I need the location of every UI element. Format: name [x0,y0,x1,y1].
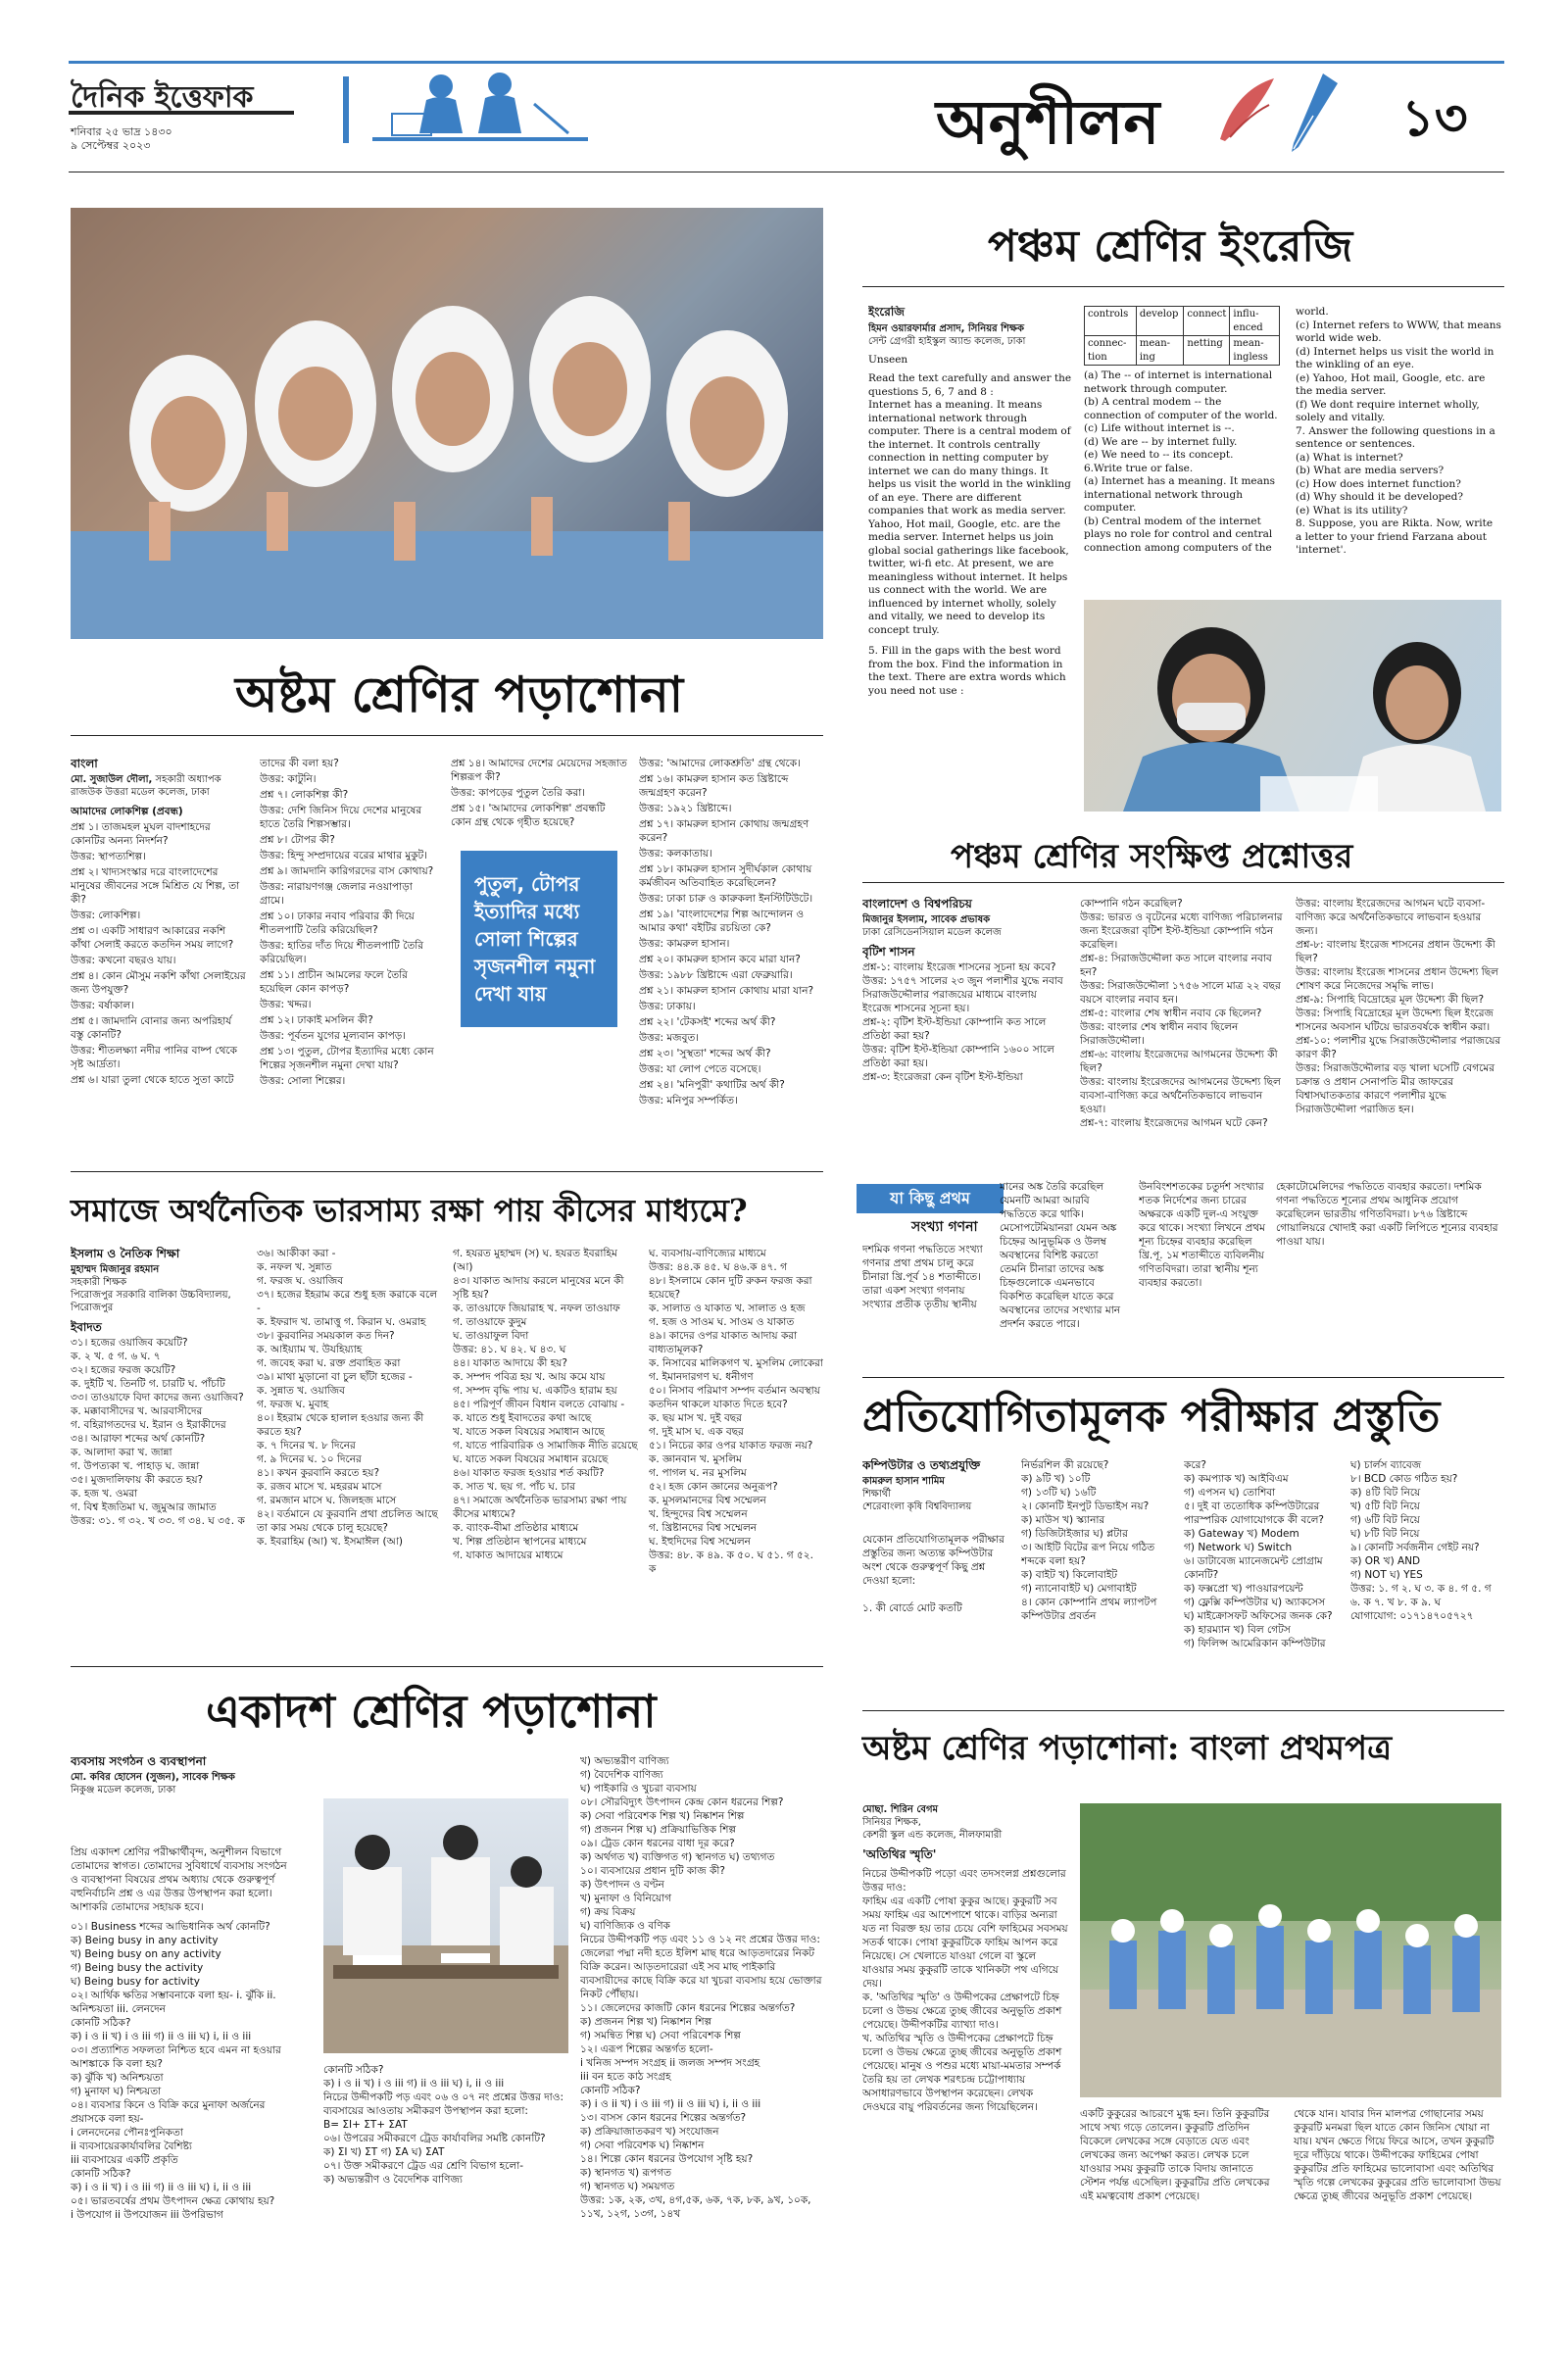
class5-short-column-1: বাংলাদেশ ও বিশ্বপরিচয় মিজানুর ইসলাম, সাবেক প্রভাষক ঢাকা রেসিডেনসিয়াল মডেল কলেজ বৃটিশ শাসন প্রশ্ন-১: বাংলায় ইংরেজ শাসনের সূচনা হয় কবে? উত্তর: ১৭৫৭ সালের ২৩ জুন পলাশীর যুদ্ধে নবাব সিরাজউদ্দৌলার পরাজয়ের মাধ্যমে বাংলায় ইংরেজ শাসনের সূচনা হয়। প্রশ্ন-২: বৃটিশ ইস্ট-ইন্ডিয়া কোম্পানি কত সালে প্রতিষ্ঠা করা হয়? উত্তর: বৃটিশ ইস্ট-ইন্ডিয়া কোম্পানি ১৬০০ সালে প্রতিষ্ঠা করা হয়। প্রশ্ন-৩: ইংরেজরা কেন বৃটিশ ইস্ট-ইন্ডিয়া [862,897,1063,1083]
qa-line: উত্তর: হিন্দু সম্প্রদায়ের বরের মাথার মুকুট। [260,850,427,861]
english-column-1: ইংরেজি হিমন ওয়ারফার্মার প্রসাদ, সিনিয়র শিক্ষক সেন্ট গ্রেগরী হাইস্কুল অ্যান্ড কলেজ, ঢাকা Unseen Read the text carefully and answer the questions 5, 6, 7 and 8 : Internet has a meaning. It means international network through computer. There is a central modem of the internet. It controls centrally connection in netting computer by internet we can do many things. It helps us visit the world in the winkling of an eye. There are different companies that work as media server. Yahoo, Hot mail, Google, etc. are the media server. Internet helps us join global social gatherings like facebook, twitter, wi-fi etc. At present, we are meaningless without internet. It helps us connect with the world. We are influenced by internet wholly, solely and vitally, we need to develop its concept truly. 5. Fill in the gaps with the best word from the box. Find the information in the text. There are extra words which you need not use : [868,306,1072,697]
computer-column-1: কম্পিউটার ও তথ্যপ্রযুক্তি কামরুল হাসান শামিম শিক্ষার্থী শেরেবাংলা কৃষি বিশ্ববিদ্যালয় যেকোন প্রতিযোগিতামূলক পরীক্ষার প্রস্তুতির জন্য অত্যন্ত কম্পিউটার অংশ থেকে গুরুত্বপূর্ণ কিছু প্রশ্ন দেওয়া হলো: ১. কী বোর্ডে মোট কতটি [862,1458,1004,1614]
class8-pull-quote: পুতুল, টোপর ইত্যাদির মধ্যে সোলা শিল্পের সৃজনশীল নমুনা দেখা যায় [461,851,617,1027]
vocab-word: mean-ing [1136,336,1184,366]
qa-line: প্রশ্ন ৮। টোপর কী? [260,834,335,846]
qa-line: উত্তর: ঢাকা চারু ও কারুকলা ইনস্টিটিউটে। [639,893,813,905]
islam-column-4: ঘ. ব্যবসায়-বাণিজ্যের মাধ্যমে উত্তর: ৪৪.ক ৪৫. ঘ ৪৬.ক ৪৭. গ ৪৮। ইসলামে কোন দুটি রুকন ফরজ করা হয়েছে? ক. সালাত ও যাকাত খ. সালাত ও হজ গ. হজ ও সাওম ঘ. সাওম ও যাকাত ৪৯। কাদের ওপর যাকাত আদায় করা বাধ্যতামূলক? ক. নিসাবের মালিকগণ খ. মুসলিম লোকেরা গ. ইমানদারগণ ঘ. ধনীগণ ৫০। নিসাব পরিমাণ সম্পদ বর্তমান অবস্থায় কতদিন থাকলে যাকাত দিতে হবে? ক. ছয় মাস খ. দুই বছর গ. দুই মাস ঘ. এক বছর ৫১। নিচের কার ওপর যাকাত ফরজ নয়? ক. জ্ঞানবান খ. মুসলিম গ. পাগল ঘ. নর মুসলিম ৫২। হজ কোন জ্ঞানের অনুরূপ? ক. মুসলমানদের বিশ্ব সম্মেলন খ. হিন্দুদের বিশ্ব সম্মেলন গ. খ্রিষ্টানদের বিশ্ব সম্মেলন ঘ. ইহুদিদের বিশ্ব সম্মেলন উত্তর: ৪৮. ক ৪৯. ক ৫০. ঘ ৫১. গ ৫২. ক [649,1248,823,1575]
computer-column-2: নির্ভরশিল কী রয়েছে? ক) ৯টি খ) ১০টি গ) ১৩টি ঘ) ১৬টি ২। কোনটি ইনপুট ডিভাইস নয়? ক) মাউস খ) স্ক্যানার গ) ডিজিটাইজার ঘ) প্লটার ৩। আইটি বিটের রূপ নিয়ে গঠিত শব্দকে বলা হয়? ক) বাইট খ) কিলোবাইট গ) ন্যানোবাইট ঘ) মেগাবাইট ৪। কোন কোম্পানি প্রথম ল্যাপটপ কম্পিউটার প্রবর্তন [1021,1459,1157,1622]
class11-top-rule [71,1666,823,1667]
class11-column-1: ব্যবসায় সংগঠন ও ব্যবস্থাপনা মো. কবির হোসেন (সুজন), সাবেক শিক্ষক নিকুঞ্জ মডেল কলেজ, ঢাকা প্রিয় একাদশ শ্রেণির পরীক্ষার্থীবৃন্দ, অনুশীলন বিভাগে তোমাদের স্বাগত। তোমাদের সুবিধার্থে ব্যবসায় সংগঠন ও ব্যবস্থাপনা বিষয়ের প্রথম অধ্যায় থেকে গুরুত্বপূর্ণ বহুনির্বাচনি প্রশ্ন ও এর উত্তর উপস্থাপন করা হলো। আশাকরি তোমাদের সহায়ক হবে। ০১। Business শব্দের আভিধানিক অর্থ কোনটি? ক) Being busy in any activity খ) Being busy on any activity গ) Being busy the activity ঘ) Being busy for activity ০২। আর্থিক ক্ষতির সম্ভাবনাকে বলা হয়- i. ঝুঁকি ii. অনিশ্চয়তা iii. লেনদেন কোনটি সঠিক? ক) i ও ii খ) i ও iii গ) ii ও iii ঘ) i, ii ও iii ০৩। প্রত্যাশিত সফলতা নিশ্চিত হবে এমন না হওয়ার আশঙ্কাকে কি বলা হয়? ক) ঝুঁকি খ) অনিশ্চয়তা গ) মুনাফা ঘ) নিশ্চয়তা ০৪। ব্যবসার কিনে ও বিক্রি করে মুনাফা অর্জনের প্রয়াসকে বলা হয়- i লেনদেনের পৌনঃপুনিকতা ii ব্যবসায়েরকার্যাবলির বৈশিষ্ট্য iii ব্যবসায়ের একটি প্রকৃতি কোনটি সঠিক? ক) i ও ii খ) i ও iii গ) ii ও iii ঘ) i, ii ও iii ০৫। ভারতবর্ষের প্রথম উৎপাদন ক্ষেত্র কোথায় হয়? i উপযোগ ii উপযোজন iii উপরিভাগ [71,1754,287,2221]
svg-text:দৈনিক ইত্তেফাক: দৈনিক ইত্তেফাক [71,80,254,115]
class5-rule [862,882,1504,883]
qa-line: প্রশ্ন ৬। যারা তুলা থেকে হাতে সুতা কাটে [71,1074,234,1086]
qa-line: উত্তর: কামরুল হাসান। [639,938,730,950]
qa-line: উত্তর: দেশি জিনিস দিয়ে দেশের মানুষের হাতে তৈরি শিল্পসম্ভার। [260,805,422,830]
qa-line: উত্তর: হাতির দাঁত দিয়ে শীতলপাটি তৈরি করিয়েছিল। [260,940,423,965]
islam-column-1: ইসলাম ও নৈতিক শিক্ষা মুহাম্মদ মিজানুর রহমান সহকারী শিক্ষক পিরোজপুর সরকারি বালিকা উচ্চবিদ্যালয়, পিরোজপুর ইবাদত ৩১। হজের ওয়াজিব কয়েটি? ক. ২ খ. ৫ গ. ৬ ঘ. ৭ ৩২। হজের ফরজ কয়েটি? ক. দুইটি খ. তিনটি গ. চারটি ঘ. পাঁচটি ৩৩। তাওয়াফে বিদা কাদের জন্য ওয়াজিব? ক. মক্কাবাসীদের খ. আরবাসীদের গ. বহিরাগতদের ঘ. ইরান ও ইরাকীদের ৩৪। আরাফা শব্দের অর্থ কোনটি? ক. আলাদা করা খ. জান্না গ. উপত্যকা খ. পাহাড় ঘ. জান্না ৩৫। মুজদালিফায় কী করতে হয়? ক. হজ খ. ওমরা গ. বিশ্ব ইজতিমা ঘ. জুমুআর জামাত উত্তর: ৩১. গ ৩২. খ ৩৩. গ ৩৪. ঘ ৩৫. ক [71,1247,245,1527]
class8-headline: অষ্টম শ্রেণির পড়াশোনা [235,665,684,723]
class8-column-1: বাংলা মো. সুজাউল দৌলা, সহকারী অধ্যাপক রাজউক উত্তরা মডেল কলেজ, ঢাকা আমাদের লোকশিল্প (প্রবন্ধ) প্রশ্ন ১। তাজমহল মুঘল বাদশাহদের কোনটির অনন্য নিদর্শন? উত্তর: স্থাপত্যশিল্প। প্রশ্ন ২। খাদ্যসংস্কার দরে বাংলাদেশের মানুষের জীবনের সঙ্গে মিশ্রিত যে শিল্প, তা কী? উত্তর: লোকশিল্প। প্রশ্ন ৩। একটি সাধারণ আকারের নকশি কাঁথা সেলাই করতে কতদিন সময় লাগে? উত্তর: কখনো বছরও যায়। প্রশ্ন ৪। কোন মৌসুম নকশি কাঁথা সেলাইয়ের জন্য উপযুক্ত? উত্তর: বর্ষাকাল। প্রশ্ন ৫। জামদানি বোনার জন্য অপরিহার্য বস্তু কোনটি? উত্তর: শীতলক্ষ্যা নদীর পানির বাষ্প থেকে সৃষ্ট আর্দ্রতা। প্রশ্ন ৬। যারা তুলা থেকে হাতে সুতা কাটে [71,757,246,1086]
class11-headline: একাদশ শ্রেণির পড়াশোনা [206,1685,657,1738]
computer-column-4: ঘ) চার্লস ব্যাবেজ ৮। BCD কোড গঠিত হয়? ক) ৪টি বিট নিয়ে খ) ৫টি বিট নিয়ে গ) ৬টি বিট নিয়ে ঘ) ৮টি বিট নিয়ে ৯। কোনটি সর্বজনীন গেইট নয়? ক) OR খ) AND গ) NOT ঘ) YES উত্তর: ১. গ ২. ঘ ৩. ক ৪. গ ৫. গ ৬. ক ৭. খ ৮. ক ৯. ঘ যোগাযোগ: ০১৭১৪৭০৫৭২৭ [1350,1459,1492,1622]
qa-line: প্রশ্ন ৭। লোকশিল্প কী? [260,789,349,801]
qa-line: উত্তর: 'আমাদের লোকশ্রুতি' গ্রন্থ থেকে। [639,758,801,769]
qa-line: উত্তর: ১৯২১ খ্রিষ্টাব্দে। [639,803,732,814]
qa-line: উত্তর: যা লোপ পেতে বসেছে। [639,1063,761,1075]
qa-line: প্রশ্ন ১৭। কামরুল হাসান কোথায় জন্মগ্রহণ করেন? [639,818,809,844]
vocab-word: connect [1184,307,1230,336]
section-title: অনুশীলন [936,86,1160,158]
qa-line: উত্তর: লোকশিল্প। [71,910,141,921]
vocab-word: controls [1085,307,1137,336]
student-studying-photo [1084,600,1501,812]
qa-line: উত্তর: খদ্দর। [260,999,312,1010]
qa-line: প্রশ্ন ১৫। 'আমাদের লোকশিল্প' প্রবন্ধটি কোন গ্রন্থ থেকে গৃহীত হয়েছে? [451,803,606,828]
islam-column-2: ৩৬। আকীকা করা - ক. নফল খ. সুন্নাত গ. ফরজ ঘ. ওয়াজিব ৩৭। হজের ইহরাম করে শুধু হজ করাকে বলে - ক. ইফরাদ খ. তামাত্তু গ. কিরান ঘ. ওমরাহ ৩৮। কুরবানির সময়কাল কত দিন? ক. আইয়্যাম খ. উযহিয়্যাহ গ. জবেহ করা ঘ. রক্ত প্রবাহিত করা ৩৯। মাথা মুড়ানো বা চুল ছাঁটা হজের - ক. সুন্নাত খ. ওয়াজিব গ. ফরজ ঘ. মুবাহ ৪০। ইহরাম থেকে হালাল হওয়ার জন্য কী করতে হয়? ক. ৭ দিনের খ. ৮ দিনের গ. ৯ দিনের ঘ. ১০ দিনের ৪১। কখন কুরবানি করতে হয়? ক. রজব মাসে খ. মহররম মাসে গ. রমজান মাসে ঘ. জিলহজ মাসে ৪২। বর্তমানে যে কুরবানি প্রথা প্রচলিত আছে তা কার সময় থেকে চালু হয়েছে? ক. ইবরাহিম (আ) খ. ইসমাঈল (আ) [257,1248,438,1548]
qa-line: প্রশ্ন ১। তাজমহল মুঘল বাদশাহদের কোনটির অনন্য নিদর্শন? [71,821,211,847]
class8-bangla-headline: অষ্টম শ্রেণির পড়াশোনা: বাংলা প্রথমপত্র [862,1729,1393,1768]
islam-top-rule [71,1171,823,1172]
qa-line: উত্তর: কাপড়ের পুতুল তৈরি করা। [451,787,586,799]
class5-short-qa-headline: পঞ্চম শ্রেণির সংক্ষিপ্ত প্রশ্নোত্তর [951,837,1353,876]
islam-column-3: গ. হযরত মুহাম্মদ (স) ঘ. হযরত ইবরাহিম (আ) ৪৩। যাকাত আদায় করলে মানুষের মনে কী সৃষ্টি হয়? ক. তাওয়াফে জিয়ারাহ খ. নফল তাওয়াফ গ. তাওয়াফে কুদুম ঘ. তাওয়াফুল বিদা উত্তর: ৪১. ঘ ৪২. ঘ ৪৩. ঘ ৪৪। যাকাত আদায়ে কী হয়? ক. সম্পদ পবিত্র হয় খ. আয় কমে যায় গ. সম্পদ বৃদ্ধি পায় ঘ. একটিও হারাম হয় ৪৫। পরিপূর্ণ জীবন বিধান বলতে বোঝায় - ক. যাতে শুধু ইবাদতের কথা আছে খ. যাতে সকল বিষয়ের সমাধান আছে গ. যাতে পারিবারিক ও সামাজিক নীতি রয়েছে ঘ. যাতে সকল বিষয়ের সমাধান রয়েছে ৪৬। যাকাত ফরজ হওয়ার শর্ত কয়টি? ক. সাত খ. ছয় গ. পাঁচ ঘ. চার ৪৭। সমাজে অর্থনৈতিক ভারসাম্য রক্ষা পায় কীসের মাধ্যমে? ক. ব্যাংক-বীমা প্রতিষ্ঠার মাধ্যমে খ. শিল্প প্রতিষ্ঠান স্থাপনের মাধ্যমে গ. যাকাত আদায়ের মাধ্যমে [453,1248,638,1561]
vocab-word: mean-ingless [1230,336,1280,366]
first-things-tag: যা কিছু প্রথম [857,1184,1004,1213]
vocab-word: influ-enced [1230,307,1280,336]
qa-line: উত্তর: ঢাকায়। [639,1001,696,1012]
first-things-column-4: হেকাটোমেলিদের পদ্ধতিতে ব্যবহার করতো। দশমিক গণনা পদ্ধতিতে শূন্যের প্রথম আধুনিক প্রয়োগ করেছিলেন ভারতীয় গণিতবিদরা। ৮৭৬ খ্রিষ্টাব্দে গোয়ালিয়রে খোদাই করা একটি লিপিতে শূন্যের ব্যবহার পাওয়া যায়। [1276,1181,1498,1248]
students-victory-photo [71,208,823,639]
qa-line: প্রশ্ন ২। খাদ্যসংস্কার দরে বাংলাদেশের মানুষের জীবনের সঙ্গে মিশ্রিত যে শিল্প, তা কী? [71,866,240,906]
qa-line: প্রশ্ন ২২। 'টেকসই' শব্দের অর্থ কী? [639,1016,776,1028]
qa-line: উত্তর: মনিপুর সম্পর্কিত। [639,1095,738,1107]
qa-line: প্রশ্ন ১১। প্রাচীন আমলের ফলে তৈরি হয়েছিল কোন কাপড়? [260,969,408,995]
computer-column-3: করে? ক) কমপ্যাক খ) আইবিএম গ) এপসন ঘ) তোশিবা ৫। দুই বা ততোধিক কম্পিউটারের পারস্পরিক যোগাযোগকে কী বলে? ক) Gateway খ) Modem গ) Network ঘ) Switch ৬। ডাটাবেজ ম্যানেজমেন্ট প্রোগ্রাম কোনটি? ক) ফক্সপ্রো খ) পাওয়ারপয়েন্ট গ) ফ্লেক্সি কম্পিউটার ঘ) অ্যাকসেস ঘ) মাইক্রোসফট অফিসের জনক কে? ক) হারম্যান খ) বিল গেটস গ) ফিলিপ্স আমেরিকান কম্পিউটার [1184,1459,1333,1649]
class5-english-headline: পঞ্চম শ্রেণির ইংরেজি [988,221,1353,271]
competitive-top-rule [862,1377,1504,1378]
qa-line: উত্তর: কাটুনি। [260,773,317,785]
qa-line: উত্তর: সোলা শিল্পের। [260,1075,346,1087]
qa-line: উত্তর: বর্ষাকাল। [71,1000,134,1011]
issue-date: শনিবার ২৫ ভাদ্র ১৪৩০ ৯ সেপ্টেম্বর ২০২৩ [71,125,172,152]
qa-line: উত্তর: পূর্বতন যুগের মূল্যবান কাপড়। [260,1030,407,1042]
class8-col1-text [71,820,247,1087]
qa-line: প্রশ্ন ২৪। 'মনিপুরী' কথাটির অর্থ কী? [639,1079,785,1091]
qa-line: প্রশ্ন ২১। কামরুল হাসান কোথায় মারা যান? [639,985,814,997]
qa-line: প্রশ্ন ৫। জামদানি বোনার জন্য অপরিহার্য বস্তু কোনটি? [71,1015,232,1041]
qa-line: প্রশ্ন ১৯। 'বাংলাদেশের শিল্প আন্দোলন ও আমার কথা' বইটির রচয়িতা কে? [639,909,805,934]
bangla8-column-3: থেকে যান। যাবার দিন মালপত্র গোছানোর সময় কুকুরটি মনমরা ছিল যাতে কোন জিনিস খোয়া না যায়। যখন ক্ষেতে গিয়ে ফিরে আসে, তখন কুকুরটি দূরে দাঁড়িয়ে থাকে। উদ্দীপকের ফাহিমের পোষা কুকুরটির প্রতি ফাহিমের ভালোবাসা এবং অতিথির স্মৃতি গল্পে লেখকের কুকুরের প্রতি ভালোবাসা উভয় ক্ষেত্রে তুচ্ছ জীবের অনুভূতি প্রকাশ পেয়েছে। [1294,2108,1501,2202]
vocab-word: develop [1136,307,1184,336]
qa-line: প্রশ্ন ১০। ঢাকার নবাব পরিবার কী দিয়ে শীতলপাটি তৈরি করিয়েছিল? [260,910,415,936]
ittefaq-logo-icon [69,74,294,123]
qa-line: প্রশ্ন ২০। কামরুল হাসান কবে মারা যান? [639,954,801,965]
bangla8-column-2: একটি কুকুরের আচরণে মুগ্ধ হন। তিনি কুকুরটির সাথে সখ্য গড়ে তোলেন। কুকুরটি প্রতিদিন বিকেলে লেখকের সঙ্গে বেড়াতে যেত এবং লেখকের জন্য অপেক্ষা করত। লেখক চলে যাওয়ার সময় কুকুরটি তাকে বিদায় জানাতে স্টেশন পর্যন্ত এসেছিল। কুকুরটির প্রতি লেখকের এই মমত্ববোধ প্রকাশ পেয়েছে। [1080,2108,1270,2202]
first-things-column-2: মানের অঙ্ক তৈরি করেছিল যেমনটি আমরা আরবি পদ্ধতিতে করে থাকি। মেসোপটেমিয়ানরা যেমন অঙ্ক চিহ্নের আনুভূমিক ও উলম্ব অবস্থানের বিশিষ্ট করতো তেমনি চীনারা তাদের অঙ্ক চিহ্নগুলোকে এমনভাবে বিকশিত করেছিল যাতে করে অবস্থানের তাদের সংখ্যার মান প্রদর্শন করতে পারে। [1000,1181,1120,1330]
islam-headline: সমাজে অর্থনৈতিক ভারসাম্য রক্ষা পায় কীসের মাধ্যমে? [71,1192,748,1229]
qa-line: উত্তর: কলকাতায়। [639,848,712,860]
first-things-subtitle: সংখ্যা গণনা [911,1219,978,1235]
qa-line: প্রশ্ন ১২। ঢাকাই মসলিন কী? [260,1014,373,1026]
header-divider [343,76,349,143]
class8-column-2 [260,757,436,1215]
class5-short-column-2: কোম্পানি গঠন করেছিল? উত্তর: ভারত ও বৃটেনের মধ্যে বাণিজ্য পরিচালনার জন্য ইংরেজরা বৃটিশ ইস্ট-ইন্ডিয়া কোম্পানি গঠন করেছিল। প্রশ্ন-৪: সিরাজউদ্দৌলা কত সালে বাংলার নবাব হন? উত্তর: সিরাজউদ্দৌলা ১৭৫৬ সালে মাত্র ২২ বছর বয়সে বাংলার নবাব হন। প্রশ্ন-৫: বাংলার শেষ স্বাধীন নবাব কে ছিলেন? উত্তর: বাংলার শেষ স্বাধীন নবাব ছিলেন সিরাজউদ্দৌলা। প্রশ্ন-৬: বাংলায় ইংরেজদের আগমনের উদ্দেশ্য কী ছিল? উত্তর: বাংলায় ইংরেজদের আগমনের উদ্দেশ্য ছিল ব্যবসা-বাণিজ্য করে অর্থনৈতিকভাবে লাভবান হওয়া। প্রশ্ন-৭: বাংলায় ইংরেজদের আগমন ঘটে কেন? [1080,898,1283,1129]
qa-line: উত্তর: ১৯৮৮ খ্রিষ্টাব্দে এরা ফেব্রুয়ারি। [639,969,793,981]
qa-line: উত্তর: স্থাপত্যশিল্প। [71,851,146,862]
students-walking-photo [1080,1803,1501,2097]
bangla8-top-rule [862,1710,1504,1711]
qa-line: প্রশ্ন ১৬। কামরুল হাসান কত খ্রিষ্টাব্দে জন্মগ্রহণ করেন? [639,773,789,799]
qa-line: প্রশ্ন ১৮। কামরুল হাসান সুদীর্ঘকাল কোথায় কর্মজীবন অতিবাহিত করেছিলেন? [639,863,812,889]
qa-line: প্রশ্ন ৪। কোন মৌসুম নকশি কাঁথা সেলাইয়ের জন্য উপযুক্ত? [71,970,246,996]
qa-line: উত্তর: নারায়ণগঞ্জ জেলার নওয়াপাড়া গ্রামে। [260,881,413,907]
competitive-headline: প্রতিযোগিতামূলক পরীক্ষার প্রস্তুতি [862,1392,1441,1442]
qa-line: উত্তর: শীতলক্ষ্যা নদীর পানির বাষ্প থেকে সৃষ্ট আর্দ্রতা। [71,1045,237,1070]
class5-short-column-3: উত্তর: বাংলায় ইংরেজদের আগমন ঘটে ব্যবসা-বাণিজ্য করে অর্থনৈতিকভাবে লাভবান হওয়ার জন্য। প্রশ্ন-৮: বাংলায় ইংরেজ শাসনের প্রধান উদ্দেশ্য কী ছিল? উত্তর: বাংলায় ইংরেজ শাসনের প্রধান উদ্দেশ্য ছিল শোষণ করে নিজেদের সমৃদ্ধি লাভ। প্রশ্ন-৯: সিপাহি বিদ্রোহের মূল উদ্দেশ্য কী ছিল? উত্তর: সিপাহি বিদ্রোহের মূল উদ্দেশ্য ছিল ইংরেজ শাসনের অবসান ঘটিয়ে ভারতবর্ষকে স্বাধীন করা। প্রশ্ন-১০: পলাশীর যুদ্ধে সিরাজউদ্দৌলার পরাজয়ের কারণ কী? উত্তর: সিরাজউদ্দৌলার বড় খালা ঘসেটি বেগমের চক্রান্ত ও প্রধান সেনাপতি মীর জাফরের বিশ্বাসঘাতকতার কারণে পলাশীর যুদ্ধে সিরাজউদ্দৌলা পরাজিত হন। [1296,898,1501,1115]
english-column-3: world. (c) Internet refers to WWW, that means world wide web. (d) Internet helps us visit the world in the winkling of an eye. (e) Yahoo, Hot mail, Google, etc. are the media server. (f) We dont require internet wholly, solely and vitally. 7. Answer the following questions in a sentence or sentences. (a) What is internet? (b) What are media servers? (c) How does internet function? (d) Why should it be developed? (e) What is its utility? 8. Suppose, you are Rikta. Now, write a letter to your friend Farzana about 'internet'. [1296,306,1501,556]
english-column-2: controls develop connect influ-enced connec-tion mean-ing netting mean-ingless (a) The -- of internet is international network through computer. (b) A central modem -- the connection of computer of the world. (c) Life without internet is --. (d) We are -- by internet fully. (e) We need to -- its concept. 6.Write true or false. (a) Internet has a meaning. It means international network through computer. (b) Central modem of the internet plays no role for control and central connection among computers of the [1084,306,1280,590]
qa-line: তাদের কী বলা হয়? [260,758,339,769]
qa-line: প্রশ্ন ২৩। 'সুস্থতা' শব্দের অর্থ কী? [639,1048,771,1059]
vocab-word-box [1084,306,1280,366]
vocab-word: connec-tion [1085,336,1137,366]
class11-column-3: খ) অভ্যন্তরীণ বাণিজ্য গ) বৈদেশিক বাণিজ্য ঘ) পাইকারি ও খুচরা ব্যবসায় ০৮। সৌরবিদ্যুৎ উৎপাদন কেন্দ্র কোন ধরনের শিল্প? ক) সেবা পরিবেশক শিল্প খ) নিষ্কাশন শিল্প গ) প্রজনন শিল্প ঘ) প্রক্রিয়াভিত্তিক শিল্প ০৯। ট্রেড কোন ধরনের বাধা দূর করে? ক) অর্থগত খ) ব্যক্তিগত গ) স্থানগত ঘ) তথ্যগত ১০। ব্যবসায়ের প্রধান দুটি কাজ কী? ক) উৎপাদন ও বণ্টন খ) মুনাফা ও বিনিয়োগ গ) ক্রয় বিক্রয় ঘ) বাণিজ্যিক ও বণিক নিচের উদ্দীপকটি পড় এবং ১১ ও ১২ নং প্রশ্নের উত্তর দাও: জেলেরা পদ্মা নদী হতে ইলিশ মাছ ধরে আড়তদারের নিকট বিক্রি করেন। আড়তদারেরা এই সব মাছ পাইকারি ব্যবসায়ীদের কাছে বিক্রি করে যা খুচরা ব্যবসায় হয়ে ভোক্তার নিকট পৌঁছায়। ১১। জেলেদের কাজটি কোন ধরনের শিল্পের অন্তর্গত? ক) প্রজনন শিল্প খ) নিষ্কাশন শিল্প গ) সমন্বিত শিল্প ঘ) সেবা পরিবেশক শিল্প ১২। এরূপ শিল্পের অন্তর্গত হলো- i খনিজ সম্পদ সংগ্রহ ii জলজ সম্পদ সংগ্রহ iii বন হতে কাঠ সংগ্রহ কোনটি সঠিক? ক) i ও ii খ) i ও iii গ) ii ও iii ঘ) i, ii ও iii ১৩। বাসস কোন ধরনের শিল্পের অন্তর্গত? ক) প্রক্রিয়াজাতকরণ খ) সংযোজন গ) সেবা পরিবেশক ঘ) নিষ্কাশন ১৪। শিল্পে কোন ধরনের উপযোগ সৃষ্টি হয়? ক) স্থানগত খ) রূপগত গ) স্থানগত ঘ) সময়গত উত্তর: ১ক, ২ক, ৩খ, ৪গ,৫ক, ৬ক, ৭ক, ৮ক, ৯খ, ১০ক, ১১খ, ১২গ, ১৩গ, ১৪খ [580,1755,822,2220]
newspaper-logo [69,74,294,123]
fountain-pen-icon [1284,69,1343,157]
class8-rule [71,735,823,736]
header-rule [69,61,1504,64]
feather-decoration-icon [1215,71,1284,149]
class8-column-4 [639,757,823,1215]
class11-column-2: কোনটি সঠিক? ক) i ও ii খ) i ও iii গ) ii ও iii ঘ) i, ii ও iii নিচের উদ্দীপকটি পড় এবং ০৬ ও ০৭ নং প্রশ্নের উত্তর দাও: ব্যবসায়ের আওতায় সমীকরণ উপস্থাপন করা হলো: B= ΣI+ ΣT+ ΣAT ০৬। উপরের সমীকরণে ট্রেড কার্যাবলির সমষ্টি কোনটি? ক) ΣI খ) ΣT গ) ΣA ঘ) ΣAT ০৭। উক্ত সমীকরণে ট্রেড এর শ্রেণি বিভাগ হলো- ক) অভ্যন্তরীণ ও বৈদেশিক বাণিজ্য [323,2064,564,2186]
bangla8-column-1: মোছা. শিরিন বেগম সিনিয়র শিক্ষক, কেশরী স্কুল এন্ড কলেজ, নীলফামারী 'অতিথির স্মৃতি' নিচের উদ্দীপকটি পড়ো এবং তদসংলগ্ন প্রশ্নগুলোর উত্তর দাও: ফাহিম এর একটি পোষা কুকুর আছে। কুকুরটি সব সময় ফাহিম এর আশেপাশে থাকে। বাড়ির অন্যরা যত না বিরক্ত হয় তার চেয়ে বেশি ফাহিমের সবসময় সতর্ক থাকে। পোষা কুকুরটিকে ফাহিম আপন করে নিয়েছে। সে খেলাতে যাওয়া গেলে বা স্কুলে যাওয়ার সময় কুকুরটি তাকে খানিকটা পথ এগিয়ে দেয়। ক. 'অতিথির স্মৃতি' ও উদ্দীপকের প্রেক্ষাপটে চিহ্ন চলো ও উভয় ক্ষেত্রে তুচ্ছ জীবের অনুভূতি প্রকাশ পেয়েছে। উদ্দীপকটির ব্যাখ্যা দাও। খ. অতিথির স্মৃতি ও উদ্দীপকের প্রেক্ষাপটে চিহ্ন চলো ও উভয় ক্ষেত্রে তুচ্ছ জীবের অনুভূতি প্রকাশ পেয়েছে। মানুষ ও পশুর মধ্যে মায়া-মমতার সম্পর্ক তৈরি হয় তা লেখক শরৎচন্দ্র চট্টোপাধ্যায় অসাধারণভাবে উপস্থাপন করেছেন। লেখক দেওঘরে বায়ু পরিবর্তনের জন্য গিয়েছিলেন। [862,1804,1068,2113]
page-number: ১৩ [1401,89,1468,148]
first-things-column-3: উনবিংশশতকের চতুর্দশ সংখ্যার শতক নির্দেশের জন্য চারের অক্ষরকে একটি দুল-এ সংযুক্ত করে থাকে। সংখ্যা লিখনে প্রথম শূন্য চিহ্নের ব্যবহার করেছিল খ্রি.পূ. ১ম শতাব্দীতে ব্যবিলনীয় গণিতবিদরা। তারা স্থানীয় শূন্য ব্যবহার করতো। [1139,1181,1265,1289]
qa-line: প্রশ্ন ৩। একটি সাধারণ আকারের নকশি কাঁথা সেলাই করতে কতদিন সময় লাগে? [71,925,234,951]
qa-line: উত্তর: মজবুত। [639,1032,700,1044]
students-illustration-icon [372,65,588,155]
qa-line: প্রশ্ন ১৪। আমাদের দেশের মেয়েদের সহজাত শিল্পরূপ কী? [451,758,627,783]
qa-line: প্রশ্ন ১৩। পুতুল, টোপর ইত্যাদির মধ্যে কোন শিল্পের সৃজনশীল নমুনা দেখা যায়? [260,1046,434,1071]
english-rule [862,286,1504,287]
vocab-word: netting [1184,336,1230,366]
exam-hall-photo [323,1798,568,2053]
first-things-column-1: দশমিক গণনা পদ্ধতিতে সংখ্যা গণনার প্রথা প্রথম চালু করে চীনারা খ্রি.পূর্ব ১৪ শতাব্দীতে। তারা একশ সংখ্যা গণনায় সংখ্যার প্রতীক তৃতীয় স্থানীয় [862,1244,983,1310]
qa-line: প্রশ্ন ৯। জামদানি কারিগরদের বাস কোথায়? [260,865,434,877]
qa-line: উত্তর: কখনো বছরও যায়। [71,955,176,966]
